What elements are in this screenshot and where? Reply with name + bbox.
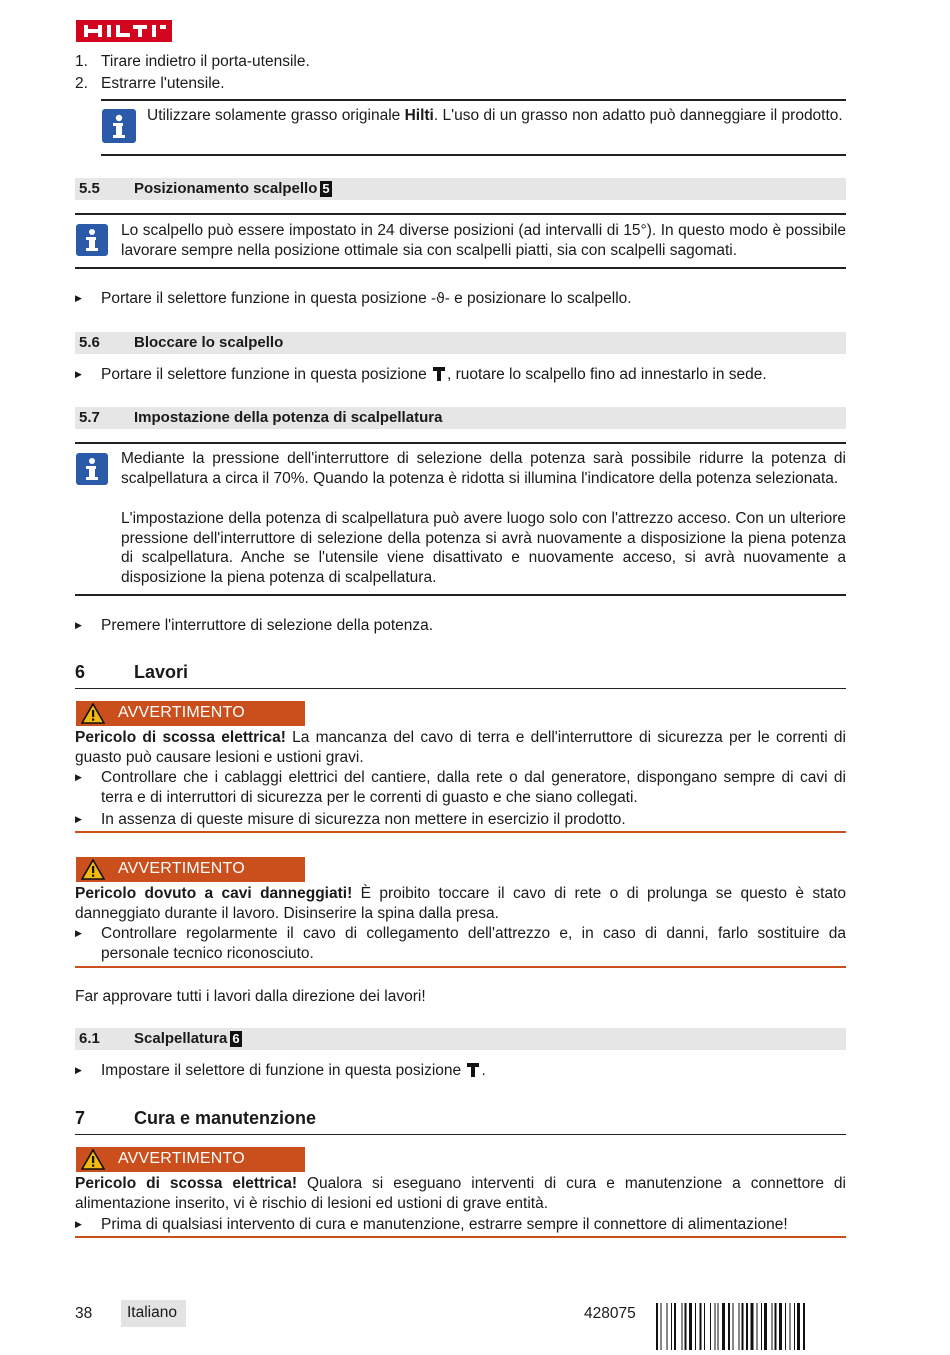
note-text: Utilizzare solamente grasso originale [147,107,405,124]
barcode-graphic [656,1303,846,1350]
step-text: Portare il selettore funzione in questa posizione [101,366,432,383]
triangle-bullet-icon: ▶ [75,369,82,379]
note-grease-text [147,106,846,126]
warning-1-bullet-1: Controllare che i cablaggi elettrici del cantiere, dalla rete o dal generatore, dispongano sempre di cavi di terra e di interruttori di sicurezza per le correnti di guasto e che siano collegati. [101,769,846,806]
hammer-mode-icon [431,366,447,381]
warning-headline: Pericolo dovuto a cavi danneggiati! [75,885,353,902]
note-bottom-rule [75,267,846,269]
section-heading-5-7 [75,407,846,429]
step-5-7: Premere l'interruttore di selezione della potenza. [101,617,434,634]
section-number: 5.7 [79,409,100,426]
triangle-bullet-icon: ▶ [75,772,82,782]
document-number: 428075 [584,1305,636,1322]
chapter-heading-6 [75,662,846,689]
warning-label: AVVERTIMENTO [118,860,245,877]
note-top-rule [75,442,846,444]
brand-name: Hilti [404,107,434,124]
chapter-title: Lavori [134,662,189,682]
triangle-bullet-icon: ▶ [75,1219,82,1229]
warning-2-bullet-1: Controllare regolarmente il cavo di collegamento dell'attrezzo e, in caso di danni, farlo sostituire da personale tecnico riconosciuto. [101,925,846,962]
language-tab [121,1300,186,1327]
step-text: , ruotare lo scalpello fino ad innestarlo in sede. [447,366,767,383]
info-icon [76,453,108,485]
warning-banner [76,701,305,726]
warning-triangle-icon [81,703,105,724]
warning-body: Qualora si eseguano interventi di cura e manutenzione a connettore di alimentazione inserito, vi è rischio di lesioni ed ustioni di grave entità. [75,1175,846,1212]
note-5-5-text: Lo scalpello può essere impostato in 24 diverse posizioni (ad intervalli di 15°). In questo modo è possibile lavorare sempre nella posizione ottimale sia con scalpelli piatti, sia con scalpelli sagomati. [121,222,846,259]
triangle-bullet-icon: ▶ [75,928,82,938]
info-icon [102,109,136,143]
step-5-6 [101,365,846,385]
step-6-1 [101,1061,846,1081]
barcode [656,1303,846,1350]
section-title [134,1030,242,1047]
chapter-title: Cura e manutenzione [134,1108,317,1128]
hammer-mode-icon [465,1062,481,1077]
step-number: 2. [75,75,88,92]
step-text: e posizionare lo scalpello. [449,290,632,307]
figure-reference: 6 [232,1031,240,1046]
warning-body: La mancanza del cavo di terra e dell'interruttore di sicurezza per le correnti di guasto può causare lesioni e ustioni gravi. [75,729,846,766]
note-bottom-rule [75,594,846,596]
approval-note: Far approvare tutti i lavori dalla direzione dei lavori! [75,988,426,1005]
section-title [134,180,332,197]
warning-3-bullet-1: Prima di qualsiasi intervento di cura e manutenzione, estrarre sempre il connettore di alimentazione! [101,1216,788,1233]
note-5-7-paragraph-2: L'impostazione della potenza di scalpellatura può avere luogo solo con l'attrezzo acceso. Con un ulteriore pressione dell'interruttore di selezione della potenza si avrà nuovamente a disposizione la piena potenza di scalpellatura. Anche se l'utensile viene disattivato e nuovamente acceso, si avrà nuovamente a disposizione la piena potenza di scalpellatura. [121,510,846,586]
warning-banner [76,1147,305,1172]
section-heading-5-5 [75,178,846,200]
warning-1-bullet-2: In assenza di queste misure di sicurezza non mettere in esercizio il prodotto. [101,811,626,828]
warning-body: È proibito toccare il cavo di rete o di prolunga se questo è stato danneggiato durante il lavoro. Disinserire la spina dalla presa. [75,885,846,922]
section-title: Impostazione della potenza di scalpellatura [134,409,443,426]
warning-headline: Pericolo di scossa elettrica! [75,729,286,746]
warning-1-text [75,728,846,767]
section-number: 5.6 [79,334,100,351]
note-top-rule [101,99,846,101]
hilti-logo [76,20,172,42]
warning-label: AVVERTIMENTO [118,1150,245,1167]
list-item [75,52,846,72]
section-number: 5.5 [79,180,100,197]
warning-headline: Pericolo di scossa elettrica! [75,1175,297,1192]
chapter-heading-7 [75,1108,846,1135]
chapter-number: 6 [75,662,86,682]
warning-2-text [75,884,846,923]
note-text: . L'uso di un grasso non adatto può danneggiare il prodotto. [433,107,843,124]
section-number: 6.1 [79,1030,100,1047]
page-number: 38 [75,1305,93,1322]
step-text: Estrarre l'utensile. [101,75,225,92]
step-number: 1. [75,53,88,70]
warning-banner [76,857,305,882]
section-title-text: Scalpellatura [134,1030,228,1047]
step-5-5 [101,289,846,310]
note-5-7-paragraph-1: Mediante la pressione dell'interruttore di selezione della potenza sarà possibile ridurre la potenza di scalpellatura a circa il 70%. Quando la potenza è ridotta si illumina l'indicatore della potenza selezionata. [121,450,846,487]
triangle-bullet-icon: ▶ [75,620,82,630]
hilti-logo-mark [76,20,172,42]
warning-end-rule [75,831,846,833]
chapter-number: 7 [75,1108,86,1128]
language-label: Italiano [127,1304,177,1321]
step-text: Impostare il selettore di funzione in questa posizione [101,1062,466,1079]
section-heading-6-1 [75,1028,846,1050]
step-text: Portare il selettore funzione in questa posizione [101,290,432,307]
warning-triangle-icon [81,859,105,880]
warning-end-rule [75,1236,846,1238]
note-top-rule [75,213,846,215]
section-title: Bloccare lo scalpello [134,334,284,351]
note-bottom-rule [101,154,846,156]
triangle-bullet-icon: ▶ [75,1065,82,1075]
section-heading-5-6 [75,332,846,354]
step-text: Tirare indietro il porta-utensile. [101,53,310,70]
info-icon [76,224,108,256]
warning-3-text [75,1174,846,1213]
chisel-rotate-icon: -ϑ- [431,291,450,307]
section-title-text: Posizionamento scalpello [134,180,318,197]
warning-triangle-icon [81,1149,105,1170]
warning-end-rule [75,966,846,968]
step-text: . [481,1062,486,1079]
list-item [75,74,846,94]
triangle-bullet-icon: ▶ [75,293,82,303]
triangle-bullet-icon: ▶ [75,814,82,824]
figure-reference: 5 [322,181,330,196]
warning-label: AVVERTIMENTO [118,704,245,721]
